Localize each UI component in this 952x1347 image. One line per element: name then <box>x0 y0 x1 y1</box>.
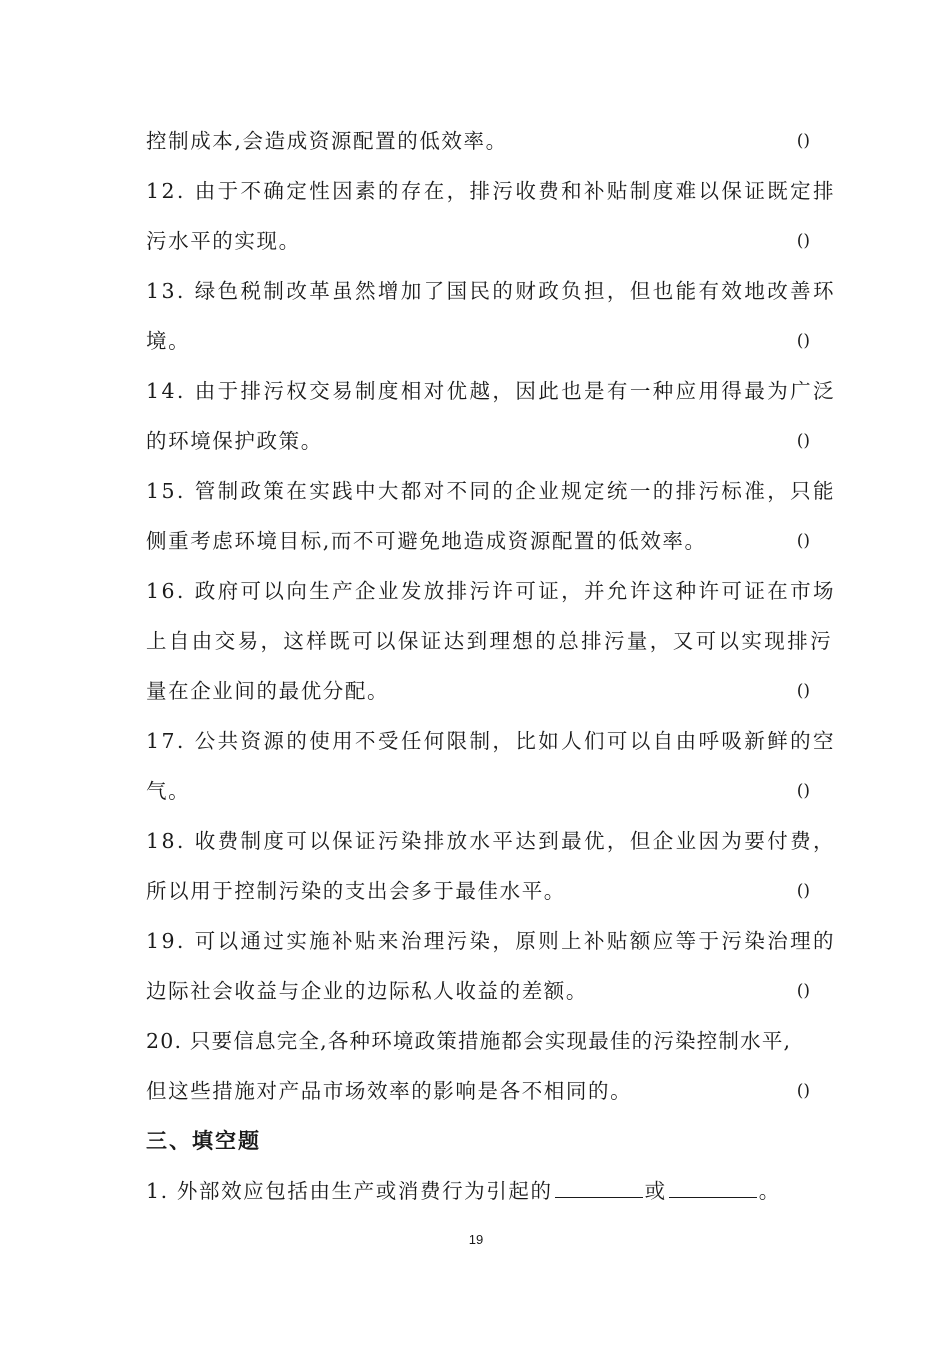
section-heading: 三、填空题 <box>146 1129 261 1153</box>
answer-parentheses: () <box>796 781 810 801</box>
text-line <box>146 121 810 161</box>
answer-parentheses: () <box>796 231 810 251</box>
text-line <box>146 171 836 211</box>
text-line <box>146 221 810 261</box>
answer-parentheses: () <box>796 981 810 1001</box>
text-line <box>146 1071 810 1111</box>
question-text: 1. 外部效应包括由生产或消费行为引起的 <box>146 1179 553 1203</box>
answer-blank[interactable] <box>669 1171 757 1198</box>
line-text: 14. 由于排污权交易制度相对优越，因此也是有一种应用得最为广泛 <box>146 379 836 403</box>
text-line <box>146 471 836 511</box>
line-text: 境。 <box>146 329 191 353</box>
text-line <box>146 1021 810 1061</box>
line-text: 13. 绿色税制改革虽然增加了国民的财政负担，但也能有效地改善环 <box>146 279 836 303</box>
line-text: 20. 只要信息完全,各种环境政策措施都会实现最佳的污染控制水平, <box>146 1029 792 1053</box>
line-text: 12. 由于不确定性因素的存在，排污收费和补贴制度难以保证既定排 <box>146 179 836 203</box>
fill-blank-question <box>146 1171 810 1211</box>
line-text: 量在企业间的最优分配。 <box>146 679 390 703</box>
answer-blank[interactable] <box>555 1171 643 1198</box>
text-line <box>146 621 833 661</box>
text-line <box>146 671 810 711</box>
text-line <box>146 921 836 961</box>
line-text: 侧重考虑环境目标,而不可避免地造成资源配置的低效率。 <box>146 529 707 553</box>
line-text: 16. 政府可以向生产企业发放排污许可证，并允许这种许可证在市场 <box>146 579 836 603</box>
text-line <box>146 521 810 561</box>
text-line <box>146 971 810 1011</box>
answer-parentheses: () <box>796 681 810 701</box>
answer-parentheses: () <box>796 131 810 151</box>
text-line <box>146 571 836 611</box>
text-line <box>146 821 836 861</box>
line-text: 但这些措施对产品市场效率的影响是各不相同的。 <box>146 1079 633 1103</box>
line-text: 所以用于控制污染的支出会多于最佳水平。 <box>146 879 566 903</box>
line-text: 控制成本,会造成资源配置的低效率。 <box>146 129 508 153</box>
line-text: 边际社会收益与企业的边际私人收益的差额。 <box>146 979 588 1003</box>
page-number: 19 <box>468 1232 484 1247</box>
question-end: 。 <box>758 1179 781 1203</box>
text-line <box>146 271 836 311</box>
text-line <box>146 371 836 411</box>
answer-parentheses: () <box>796 431 810 451</box>
text-line <box>146 871 810 911</box>
line-text: 污水平的实现。 <box>146 229 301 253</box>
line-text: 气。 <box>146 779 191 803</box>
question-connector: 或 <box>644 1179 667 1203</box>
answer-parentheses: () <box>796 331 810 351</box>
text-line <box>146 421 810 461</box>
answer-parentheses: () <box>796 1081 810 1101</box>
line-text: 上自由交易，这样既可以保证达到理想的总排污量，又可以实现排污 <box>146 629 833 653</box>
text-line <box>146 721 836 761</box>
answer-parentheses: () <box>796 881 810 901</box>
text-line <box>146 771 810 811</box>
line-text: 15. 管制政策在实践中大都对不同的企业规定统一的排污标准，只能 <box>146 479 836 503</box>
line-text: 18. 收费制度可以保证污染排放水平达到最优，但企业因为要付费， <box>146 829 836 853</box>
line-text: 的环境保护政策。 <box>146 429 323 453</box>
text-line <box>146 321 810 361</box>
line-text: 17. 公共资源的使用不受任何限制，比如人们可以自由呼吸新鲜的空 <box>146 729 836 753</box>
answer-parentheses: () <box>796 531 810 551</box>
line-text: 19. 可以通过实施补贴来治理污染，原则上补贴额应等于污染治理的 <box>146 929 836 953</box>
